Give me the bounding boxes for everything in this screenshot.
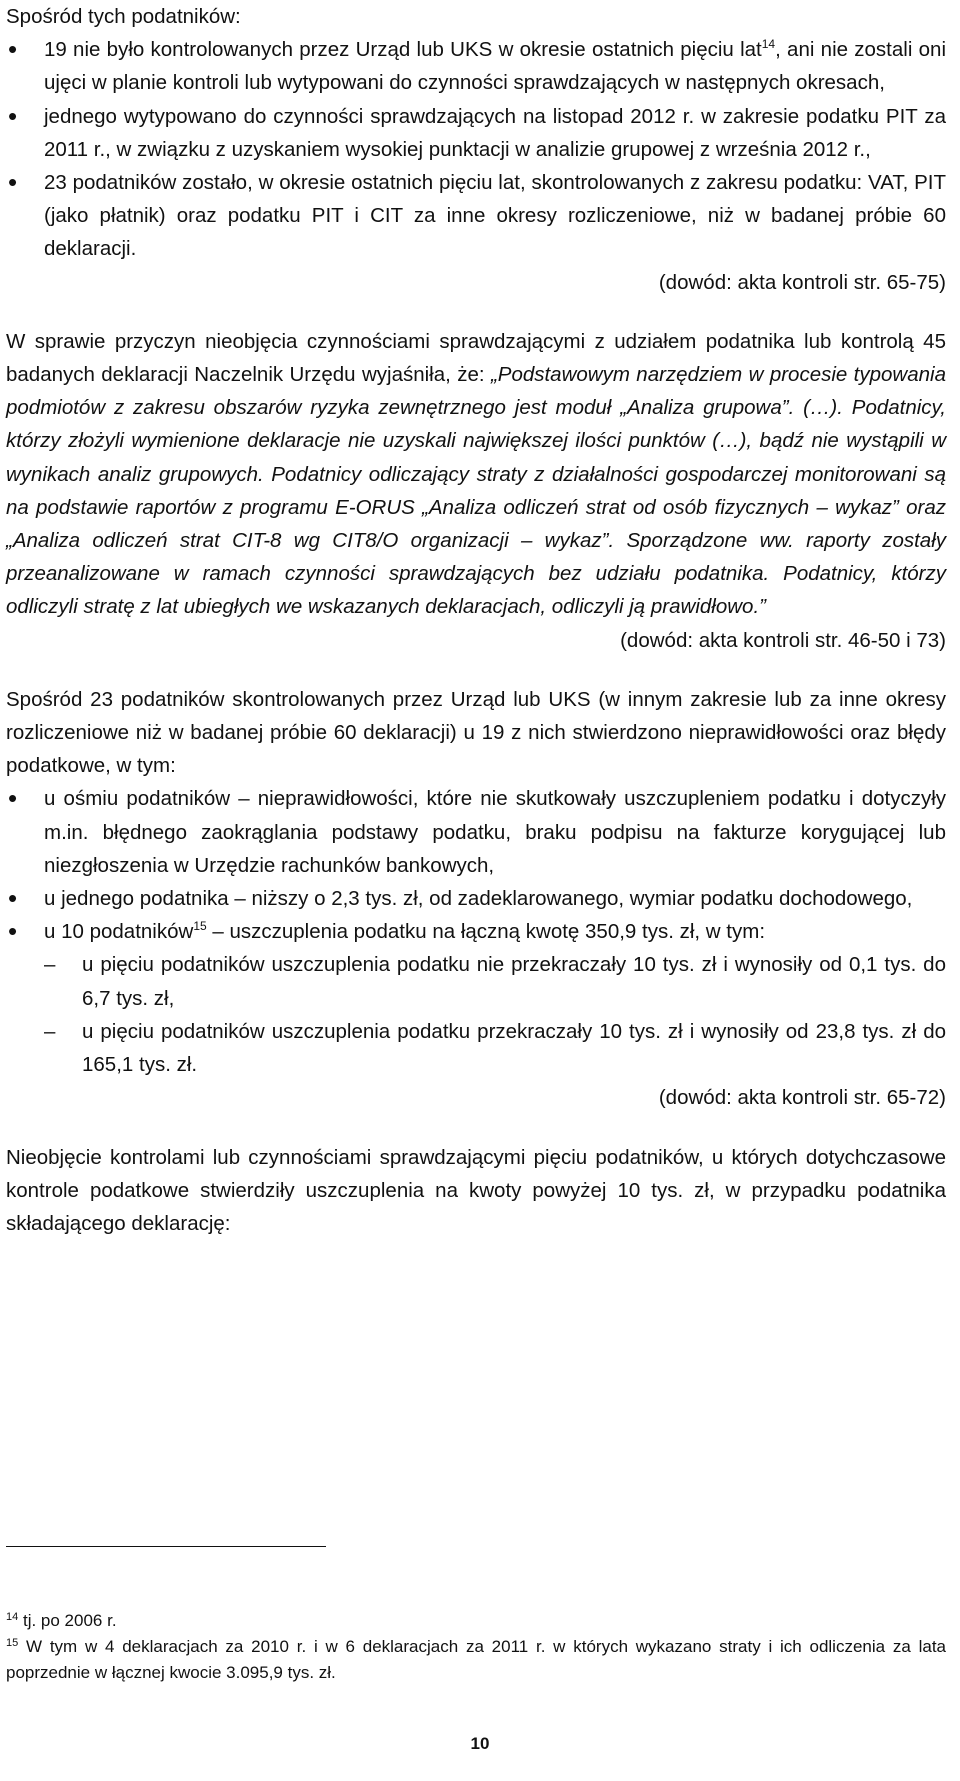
list-item: • 23 podatników zostało, w okresie ostatnich pięciu lat, skontrolowanych z zakresu podatku: VAT, PIT (jako płatnik) oraz podatku PIT i CIT za inne okresy rozliczeniowe, niż w badanej próbie 60 deklaracji. [6, 166, 946, 266]
explanation-paragraph [6, 325, 946, 624]
shortfall-sublist [6, 948, 946, 1081]
sublist-item: – u pięciu podatników uszczuplenia podatku przekraczały 10 tys. zł i wynosiły od 23,8 tys. zł do 165,1 tys. zł. [6, 1015, 946, 1081]
footnote-14 [6, 1608, 946, 1634]
sublist-item: – u pięciu podatników uszczuplenia podatku nie przekraczały 10 tys. zł i wynosiły od 0,1 tys. do 6,7 tys. zł, [6, 948, 946, 1014]
footnote-ref[interactable]: 14 [761, 37, 776, 52]
footnote-text: tj. po 2006 r. [18, 1611, 117, 1630]
footnote-number: 15 [6, 1637, 19, 1649]
intro-text: Spośród tych podatników: [6, 5, 241, 28]
list-item-text: u 10 podatników [44, 920, 194, 944]
page-number: 10 [470, 1734, 490, 1753]
conclusion-paragraph: Nieobjęcie kontrolami lub czynnościami sprawdzającymi pięciu podatników, u których dotychczasowe kontrole podatkowe stwierdziły uszczuplenia na kwoty powyżej 10 tys. zł, w przypadku podatnika składającego deklarację: [6, 1145, 946, 1235]
list-item-text: , ani nie zostali oni ujęci w planie kontroli lub wytypowani do czynności sprawdzających w następnych okresach, [44, 38, 947, 95]
footnote-number: 14 [6, 1611, 19, 1623]
taxpayer-status-list [6, 33, 946, 265]
footnote-ref[interactable]: 15 [193, 919, 207, 934]
findings-list [6, 782, 946, 948]
paragraph-text: W sprawie przyczyn nieobjęcia czynnościami sprawdzającymi z udziałem podatnika lub kontrolą 45 badanych deklaracji Naczelnik Urzędu wyjaśniła, że: [6, 329, 946, 387]
evidence-reference: (dowód: akta kontroli str. 46-50 i 73) [620, 628, 946, 652]
footnotes [6, 1608, 946, 1686]
list-item [6, 33, 946, 99]
list-item: • u jednego podatnika – niższy o 2,3 tys. zł, od zadeklarowanego, wymiar podatku dochodowego, [6, 882, 946, 915]
page-body [6, 0, 946, 1240]
footnote-15 [6, 1634, 946, 1686]
findings-paragraph: Spośród 23 podatników skontrolowanych przez Urząd lub UKS (w innym zakresie lub za inne okresy rozliczeniowe niż w badanej próbie 60 deklaracji) u 19 z nich stwierdzono nieprawidłowości oraz błędy podatkowe, w tym: [6, 687, 946, 778]
list-item-text: – uszczuplenia podatku na łączną kwotę 350,9 tys. zł, w tym: [206, 920, 766, 944]
list-item: • u ośmiu podatników – nieprawidłowości, które nie skutkowały uszczupleniem podatku i dotyczyły m.in. błędnego zaokrąglania podstawy podatku, braku podpisu na fakturze korygującej lub niezgłoszenia w Urzędzie rachunków bankowych, [6, 782, 946, 882]
footnote-separator [6, 1546, 326, 1547]
evidence-reference: (dowód: akta kontroli str. 65-72) [658, 1086, 946, 1110]
list-item: • jednego wytypowano do czynności sprawdzających na listopad 2012 r. w zakresie podatku PIT za 2011 r., w związku z uzyskaniem wysokiej punktacji w analizie grupowej z września 2012 r., [6, 100, 946, 166]
list-item-text: 19 nie było kontrolowanych przez Urząd lub UKS w okresie ostatnich pięciu lat [44, 38, 762, 62]
quoted-explanation: „Podstawowym narzędziem w procesie typowania podmiotów z zakresu obszarów ryzyka zewnętrznego jest moduł „Analiza grupowa”. (…). Podatnicy, którzy złożyli wymienione deklaracje nie uzyskali największej ilości punktów (…), bądź nie wystąpili w wynikach analiz grupowych. Podatnicy odliczający straty z działalności gospodarczej monitorowani są na podstawie raportów z programu E-ORUS „Analiza odliczeń strat od osób fizycznych – wykaz” oraz „Analiza odliczeń strat CIT-8 wg CIT8/O organizacji – wykaz”. Sporządzone ww. raporty zostały przeanalizowane w ramach czynności sprawdzających bez udziału podatnika. Podatnicy, którzy odliczyli stratę z lat ubiegłych we wskazanych deklaracjach, odliczyli ją prawidłowo.” [6, 363, 946, 619]
list-item [6, 915, 946, 948]
footnote-text: W tym w 4 deklaracjach za 2010 r. i w 6 deklaracjach za 2011 r. w których wykazano straty i ich odliczenia za lata poprzednie w łącznej kwocie 3.095,9 tys. zł. [6, 1637, 946, 1682]
evidence-reference: (dowód: akta kontroli str. 65-75) [658, 270, 946, 294]
